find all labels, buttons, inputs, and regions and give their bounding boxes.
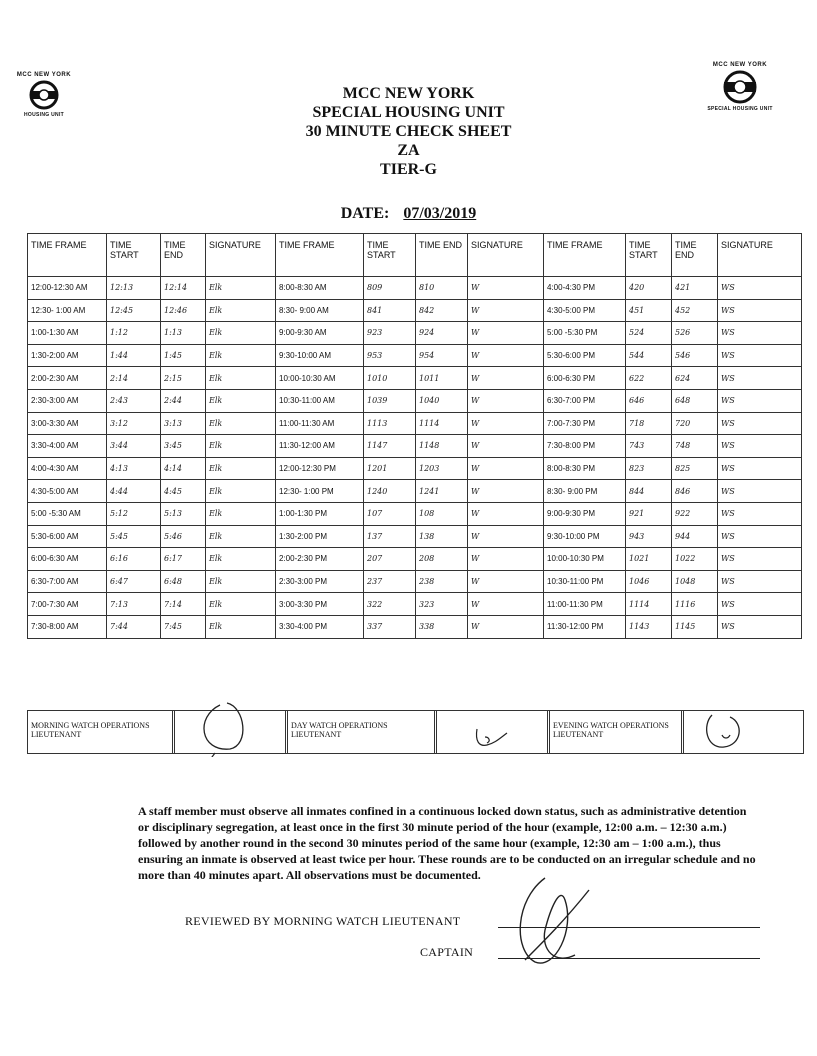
heading-line: MCC NEW YORK	[342, 85, 475, 102]
time-start-cell[interactable]: 524	[626, 322, 672, 345]
table-row	[28, 412, 802, 435]
time-end-cell[interactable]: 922	[672, 502, 718, 525]
table-row	[28, 389, 802, 412]
table-row	[28, 615, 802, 638]
table-row	[28, 344, 802, 367]
time-start-cell[interactable]: 1010	[364, 367, 416, 390]
signature-cell[interactable]: WS	[718, 548, 802, 571]
time-end-cell[interactable]: 1114	[416, 412, 468, 435]
time-frame-cell: 7:30-8:00 AM	[28, 615, 107, 638]
time-end-cell[interactable]: 810	[416, 277, 468, 300]
time-frame-cell: 6:30-7:00 AM	[28, 570, 107, 593]
time-frame-cell: 2:30-3:00 PM	[276, 570, 364, 593]
column-header: TIME END	[416, 234, 468, 277]
signature-cell[interactable]: WS	[718, 480, 802, 503]
column-header: TIME END	[672, 234, 718, 277]
time-start-cell[interactable]: 923	[364, 322, 416, 345]
time-start-cell[interactable]: 137	[364, 525, 416, 548]
time-end-cell[interactable]: 338	[416, 615, 468, 638]
table-row	[28, 277, 802, 300]
time-frame-cell: 11:30-12:00 AM	[276, 435, 364, 458]
time-end-cell[interactable]: 1148	[416, 435, 468, 458]
signature-cell[interactable]: W	[468, 367, 544, 390]
time-frame-cell: 2:00-2:30 PM	[276, 548, 364, 571]
time-end-cell[interactable]: 546	[672, 344, 718, 367]
time-start-cell[interactable]: 4:13	[107, 457, 161, 480]
signature-cell[interactable]: Elk	[206, 548, 276, 571]
time-end-cell[interactable]: 4:45	[161, 480, 206, 503]
signature-cell[interactable]: Elk	[206, 389, 276, 412]
watch-signature-strip	[27, 710, 804, 754]
time-frame-cell: 9:30-10:00 AM	[276, 344, 364, 367]
signature-cell[interactable]: W	[468, 435, 544, 458]
evening-watch-signature[interactable]	[684, 711, 794, 753]
date-line	[0, 205, 817, 223]
signature-cell[interactable]: Elk	[206, 525, 276, 548]
time-frame-cell: 9:30-10:00 PM	[544, 525, 626, 548]
time-frame-cell: 3:30-4:00 AM	[28, 435, 107, 458]
time-start-cell[interactable]: 1113	[364, 412, 416, 435]
time-end-cell[interactable]: 208	[416, 548, 468, 571]
heading-line: ZA	[397, 142, 420, 159]
time-frame-cell: 11:00-11:30 AM	[276, 412, 364, 435]
signature-cell[interactable]: WS	[718, 367, 802, 390]
table-row	[28, 548, 802, 571]
time-start-cell[interactable]: 1:44	[107, 344, 161, 367]
signature-cell[interactable]: W	[468, 322, 544, 345]
signature-cell[interactable]: WS	[718, 277, 802, 300]
heading-line: 30 MINUTE CHECK SHEET	[305, 123, 512, 140]
time-start-cell[interactable]: 5:12	[107, 502, 161, 525]
time-start-cell[interactable]: 1021	[626, 548, 672, 571]
logo-left-top-text: MCC NEW YORK	[16, 72, 72, 78]
signature-scribble-icon	[684, 711, 794, 753]
signature-cell[interactable]: Elk	[206, 344, 276, 367]
time-frame-cell: 4:30-5:00 PM	[544, 299, 626, 322]
time-start-cell[interactable]: 12:13	[107, 277, 161, 300]
time-end-cell[interactable]: 954	[416, 344, 468, 367]
time-frame-cell: 12:30- 1:00 AM	[28, 299, 107, 322]
time-end-cell[interactable]: 648	[672, 389, 718, 412]
time-end-cell[interactable]: 7:14	[161, 593, 206, 616]
time-start-cell[interactable]: 718	[626, 412, 672, 435]
signature-cell[interactable]: W	[468, 570, 544, 593]
time-frame-cell: 1:30-2:00 PM	[276, 525, 364, 548]
time-start-cell[interactable]: 107	[364, 502, 416, 525]
signature-cell[interactable]: W	[468, 344, 544, 367]
time-end-cell[interactable]: 924	[416, 322, 468, 345]
time-end-cell[interactable]: 5:13	[161, 502, 206, 525]
time-start-cell[interactable]: 6:16	[107, 548, 161, 571]
time-frame-cell: 8:00-8:30 AM	[276, 277, 364, 300]
time-end-cell[interactable]: 12:46	[161, 299, 206, 322]
time-start-cell[interactable]: 7:13	[107, 593, 161, 616]
time-end-cell[interactable]: 7:45	[161, 615, 206, 638]
time-start-cell[interactable]: 237	[364, 570, 416, 593]
time-end-cell[interactable]: 526	[672, 322, 718, 345]
time-start-cell[interactable]: 844	[626, 480, 672, 503]
table-row	[28, 299, 802, 322]
time-end-cell[interactable]: 1241	[416, 480, 468, 503]
time-end-cell[interactable]: 2:15	[161, 367, 206, 390]
time-start-cell[interactable]: 1147	[364, 435, 416, 458]
table-row	[28, 435, 802, 458]
day-watch-signature[interactable]	[437, 711, 550, 753]
time-end-cell[interactable]: 452	[672, 299, 718, 322]
signature-cell[interactable]: W	[468, 480, 544, 503]
time-end-cell[interactable]: 6:17	[161, 548, 206, 571]
time-start-cell[interactable]: 12:45	[107, 299, 161, 322]
signature-cell[interactable]: W	[468, 299, 544, 322]
time-end-cell[interactable]: 323	[416, 593, 468, 616]
time-start-cell[interactable]: 4:44	[107, 480, 161, 503]
time-end-cell[interactable]: 6:48	[161, 570, 206, 593]
date-value: 07/03/2019	[403, 205, 477, 222]
table-row	[28, 593, 802, 616]
time-frame-cell: 4:00-4:30 PM	[544, 277, 626, 300]
signature-scribble-icon	[437, 711, 547, 753]
signature-cell[interactable]: W	[468, 412, 544, 435]
time-start-cell[interactable]: 2:14	[107, 367, 161, 390]
signature-cell[interactable]: W	[468, 548, 544, 571]
signature-cell[interactable]: Elk	[206, 457, 276, 480]
time-start-cell[interactable]: 943	[626, 525, 672, 548]
signature-cell[interactable]: W	[468, 615, 544, 638]
logo-left-bottom-text: HOUSING UNIT	[24, 112, 64, 118]
time-end-cell[interactable]: 846	[672, 480, 718, 503]
time-end-cell[interactable]: 138	[416, 525, 468, 548]
time-frame-cell: 7:00-7:30 PM	[544, 412, 626, 435]
time-start-cell[interactable]: 1240	[364, 480, 416, 503]
time-end-cell[interactable]: 1022	[672, 548, 718, 571]
time-start-cell[interactable]: 6:47	[107, 570, 161, 593]
time-end-cell[interactable]: 3:45	[161, 435, 206, 458]
table-row	[28, 570, 802, 593]
signature-cell[interactable]: W	[468, 525, 544, 548]
captain-label: CAPTAIN	[420, 945, 474, 959]
time-frame-cell: 1:00-1:30 AM	[28, 322, 107, 345]
time-frame-cell: 12:00-12:30 PM	[276, 457, 364, 480]
time-start-cell[interactable]: 646	[626, 389, 672, 412]
time-frame-cell: 8:30- 9:00 PM	[544, 480, 626, 503]
signature-cell[interactable]: W	[468, 593, 544, 616]
time-frame-cell: 12:30- 1:00 PM	[276, 480, 364, 503]
time-start-cell[interactable]: 841	[364, 299, 416, 322]
time-end-cell[interactable]: 1145	[672, 615, 718, 638]
time-frame-cell: 6:30-7:00 PM	[544, 389, 626, 412]
check-table	[27, 233, 802, 639]
time-frame-cell: 10:30-11:00 AM	[276, 389, 364, 412]
morning-watch-label: MORNING WATCH OPERATIONS LIEUTENANT	[28, 711, 175, 753]
time-start-cell[interactable]: 451	[626, 299, 672, 322]
time-frame-cell: 5:30-6:00 PM	[544, 344, 626, 367]
signature-cell[interactable]: WS	[718, 435, 802, 458]
day-watch-label: DAY WATCH OPERATIONS LIEUTENANT	[288, 711, 437, 753]
column-header: SIGNATURE	[468, 234, 544, 277]
date-label: DATE:	[340, 205, 390, 222]
sheet-heading	[0, 84, 817, 179]
signature-cell[interactable]: Elk	[206, 277, 276, 300]
time-start-cell[interactable]: 2:43	[107, 389, 161, 412]
signature-cell[interactable]: Elk	[206, 593, 276, 616]
signature-cell[interactable]: WS	[718, 593, 802, 616]
time-frame-cell: 8:30- 9:00 AM	[276, 299, 364, 322]
signature-cell[interactable]: Elk	[206, 299, 276, 322]
time-start-cell[interactable]: 420	[626, 277, 672, 300]
time-frame-cell: 9:00-9:30 PM	[544, 502, 626, 525]
signature-cell[interactable]: W	[468, 277, 544, 300]
evening-watch-label: EVENING WATCH OPERATIONS LIEUTENANT	[550, 711, 684, 753]
signature-cell[interactable]: WS	[718, 389, 802, 412]
time-frame-cell: 6:00-6:30 PM	[544, 367, 626, 390]
time-frame-cell: 9:00-9:30 AM	[276, 322, 364, 345]
time-frame-cell: 2:30-3:00 AM	[28, 389, 107, 412]
time-end-cell[interactable]: 748	[672, 435, 718, 458]
table-row	[28, 322, 802, 345]
time-frame-cell: 3:00-3:30 PM	[276, 593, 364, 616]
signature-cell[interactable]: Elk	[206, 502, 276, 525]
time-frame-cell: 4:00-4:30 AM	[28, 457, 107, 480]
time-frame-cell: 1:30-2:00 AM	[28, 344, 107, 367]
table-row	[28, 457, 802, 480]
morning-watch-signature[interactable]	[175, 711, 288, 753]
time-frame-cell: 8:00-8:30 PM	[544, 457, 626, 480]
table-row	[28, 525, 802, 548]
time-frame-cell: 10:30-11:00 PM	[544, 570, 626, 593]
time-frame-cell: 1:00-1:30 PM	[276, 502, 364, 525]
time-start-cell[interactable]: 337	[364, 615, 416, 638]
time-end-cell[interactable]: 1:13	[161, 322, 206, 345]
signature-cell[interactable]: Elk	[206, 322, 276, 345]
signature-cell[interactable]: W	[468, 502, 544, 525]
time-end-cell[interactable]: 842	[416, 299, 468, 322]
signature-cell[interactable]: WS	[718, 412, 802, 435]
time-end-cell[interactable]: 2:44	[161, 389, 206, 412]
time-start-cell[interactable]: 921	[626, 502, 672, 525]
time-end-cell[interactable]: 1048	[672, 570, 718, 593]
time-frame-cell: 6:00-6:30 AM	[28, 548, 107, 571]
time-end-cell[interactable]: 1040	[416, 389, 468, 412]
time-start-cell[interactable]: 1201	[364, 457, 416, 480]
time-end-cell[interactable]: 5:46	[161, 525, 206, 548]
observation-notice: A staff member must observe all inmates confined in a continuous locked down status, such as administrative detention or disciplinary segregation, at least once in the first 30 minute period of the hour (example, 12:00 a.m. – 12:30 a.m.) followed by another round in the second 30 minutes period of the same hour (example, 12:30 am – 1:00 a.m.), thus ensuring an inmate is observed at least twice per hour. These rounds are to be conducted on an irregular schedule and no more than 40 minutes apart. All observations must be documented.	[138, 804, 756, 882]
logo-right-top-text: MCC NEW YORK	[712, 62, 768, 68]
signature-cell[interactable]: WS	[718, 344, 802, 367]
reviewed-by-label: REVIEWED BY MORNING WATCH LIEUTENANT	[185, 914, 461, 928]
signature-cell[interactable]: Elk	[206, 435, 276, 458]
signature-cell[interactable]: WS	[718, 570, 802, 593]
time-end-cell[interactable]: 108	[416, 502, 468, 525]
time-start-cell[interactable]: 1:12	[107, 322, 161, 345]
time-end-cell[interactable]: 3:13	[161, 412, 206, 435]
time-end-cell[interactable]: 238	[416, 570, 468, 593]
time-frame-cell: 12:00-12:30 AM	[28, 277, 107, 300]
time-start-cell[interactable]: 3:44	[107, 435, 161, 458]
time-start-cell[interactable]: 743	[626, 435, 672, 458]
time-end-cell[interactable]: 1116	[672, 593, 718, 616]
signature-cell[interactable]: Elk	[206, 412, 276, 435]
column-header: TIME END	[161, 234, 206, 277]
column-header: TIME FRAME	[276, 234, 364, 277]
signature-cell[interactable]: WS	[718, 525, 802, 548]
heading-line: TIER-G	[380, 161, 437, 178]
time-end-cell[interactable]: 421	[672, 277, 718, 300]
time-start-cell[interactable]: 322	[364, 593, 416, 616]
time-start-cell[interactable]: 5:45	[107, 525, 161, 548]
table-row	[28, 502, 802, 525]
signature-cell[interactable]: WS	[718, 299, 802, 322]
time-end-cell[interactable]: 12:14	[161, 277, 206, 300]
table-body	[28, 277, 802, 639]
time-start-cell[interactable]: 1046	[626, 570, 672, 593]
time-end-cell[interactable]: 720	[672, 412, 718, 435]
time-frame-cell: 7:30-8:00 PM	[544, 435, 626, 458]
column-header: SIGNATURE	[206, 234, 276, 277]
time-frame-cell: 5:00 -5:30 AM	[28, 502, 107, 525]
time-end-cell[interactable]: 624	[672, 367, 718, 390]
signature-cell[interactable]: WS	[718, 322, 802, 345]
time-start-cell[interactable]: 622	[626, 367, 672, 390]
time-frame-cell: 10:00-10:30 PM	[544, 548, 626, 571]
time-frame-cell: 5:00 -5:30 PM	[544, 322, 626, 345]
captain-line[interactable]	[498, 958, 760, 959]
signature-scribble-icon	[175, 697, 285, 757]
column-header: TIME FRAME	[544, 234, 626, 277]
signature-cell[interactable]: W	[468, 389, 544, 412]
time-start-cell[interactable]: 1143	[626, 615, 672, 638]
time-frame-cell: 11:30-12:00 PM	[544, 615, 626, 638]
signature-cell[interactable]: Elk	[206, 480, 276, 503]
logo-right-bottom-text: SPECIAL HOUSING UNIT	[707, 106, 773, 112]
column-header: TIME FRAME	[28, 234, 107, 277]
time-start-cell[interactable]: 3:12	[107, 412, 161, 435]
time-end-cell[interactable]: 1011	[416, 367, 468, 390]
signature-cell[interactable]: Elk	[206, 570, 276, 593]
time-start-cell[interactable]: 809	[364, 277, 416, 300]
time-end-cell[interactable]: 1203	[416, 457, 468, 480]
time-end-cell[interactable]: 1:45	[161, 344, 206, 367]
time-start-cell[interactable]: 823	[626, 457, 672, 480]
time-end-cell[interactable]: 4:14	[161, 457, 206, 480]
column-header: TIME START	[626, 234, 672, 277]
table-row	[28, 480, 802, 503]
time-frame-cell: 4:30-5:00 AM	[28, 480, 107, 503]
heading-line: SPECIAL HOUSING UNIT	[312, 104, 505, 121]
signature-cell[interactable]: Elk	[206, 367, 276, 390]
time-frame-cell: 2:00-2:30 AM	[28, 367, 107, 390]
time-start-cell[interactable]: 7:44	[107, 615, 161, 638]
time-frame-cell: 7:00-7:30 AM	[28, 593, 107, 616]
table-header-row	[28, 234, 802, 277]
time-start-cell[interactable]: 1114	[626, 593, 672, 616]
reviewed-by-line[interactable]	[498, 927, 760, 928]
time-frame-cell: 5:30-6:00 AM	[28, 525, 107, 548]
table-row	[28, 367, 802, 390]
column-header: TIME START	[364, 234, 416, 277]
time-frame-cell: 3:00-3:30 AM	[28, 412, 107, 435]
time-frame-cell: 10:00-10:30 AM	[276, 367, 364, 390]
reviewer-signature-icon	[505, 870, 595, 980]
signature-cell[interactable]: WS	[718, 457, 802, 480]
time-start-cell[interactable]: 207	[364, 548, 416, 571]
time-start-cell[interactable]: 544	[626, 344, 672, 367]
signature-cell[interactable]: W	[468, 457, 544, 480]
column-header: TIME START	[107, 234, 161, 277]
signature-cell[interactable]: WS	[718, 502, 802, 525]
time-start-cell[interactable]: 1039	[364, 389, 416, 412]
column-header: SIGNATURE	[718, 234, 802, 277]
time-frame-cell: 3:30-4:00 PM	[276, 615, 364, 638]
time-start-cell[interactable]: 953	[364, 344, 416, 367]
signature-cell[interactable]: Elk	[206, 615, 276, 638]
time-frame-cell: 11:00-11:30 PM	[544, 593, 626, 616]
time-end-cell[interactable]: 825	[672, 457, 718, 480]
signature-cell[interactable]: WS	[718, 615, 802, 638]
time-end-cell[interactable]: 944	[672, 525, 718, 548]
